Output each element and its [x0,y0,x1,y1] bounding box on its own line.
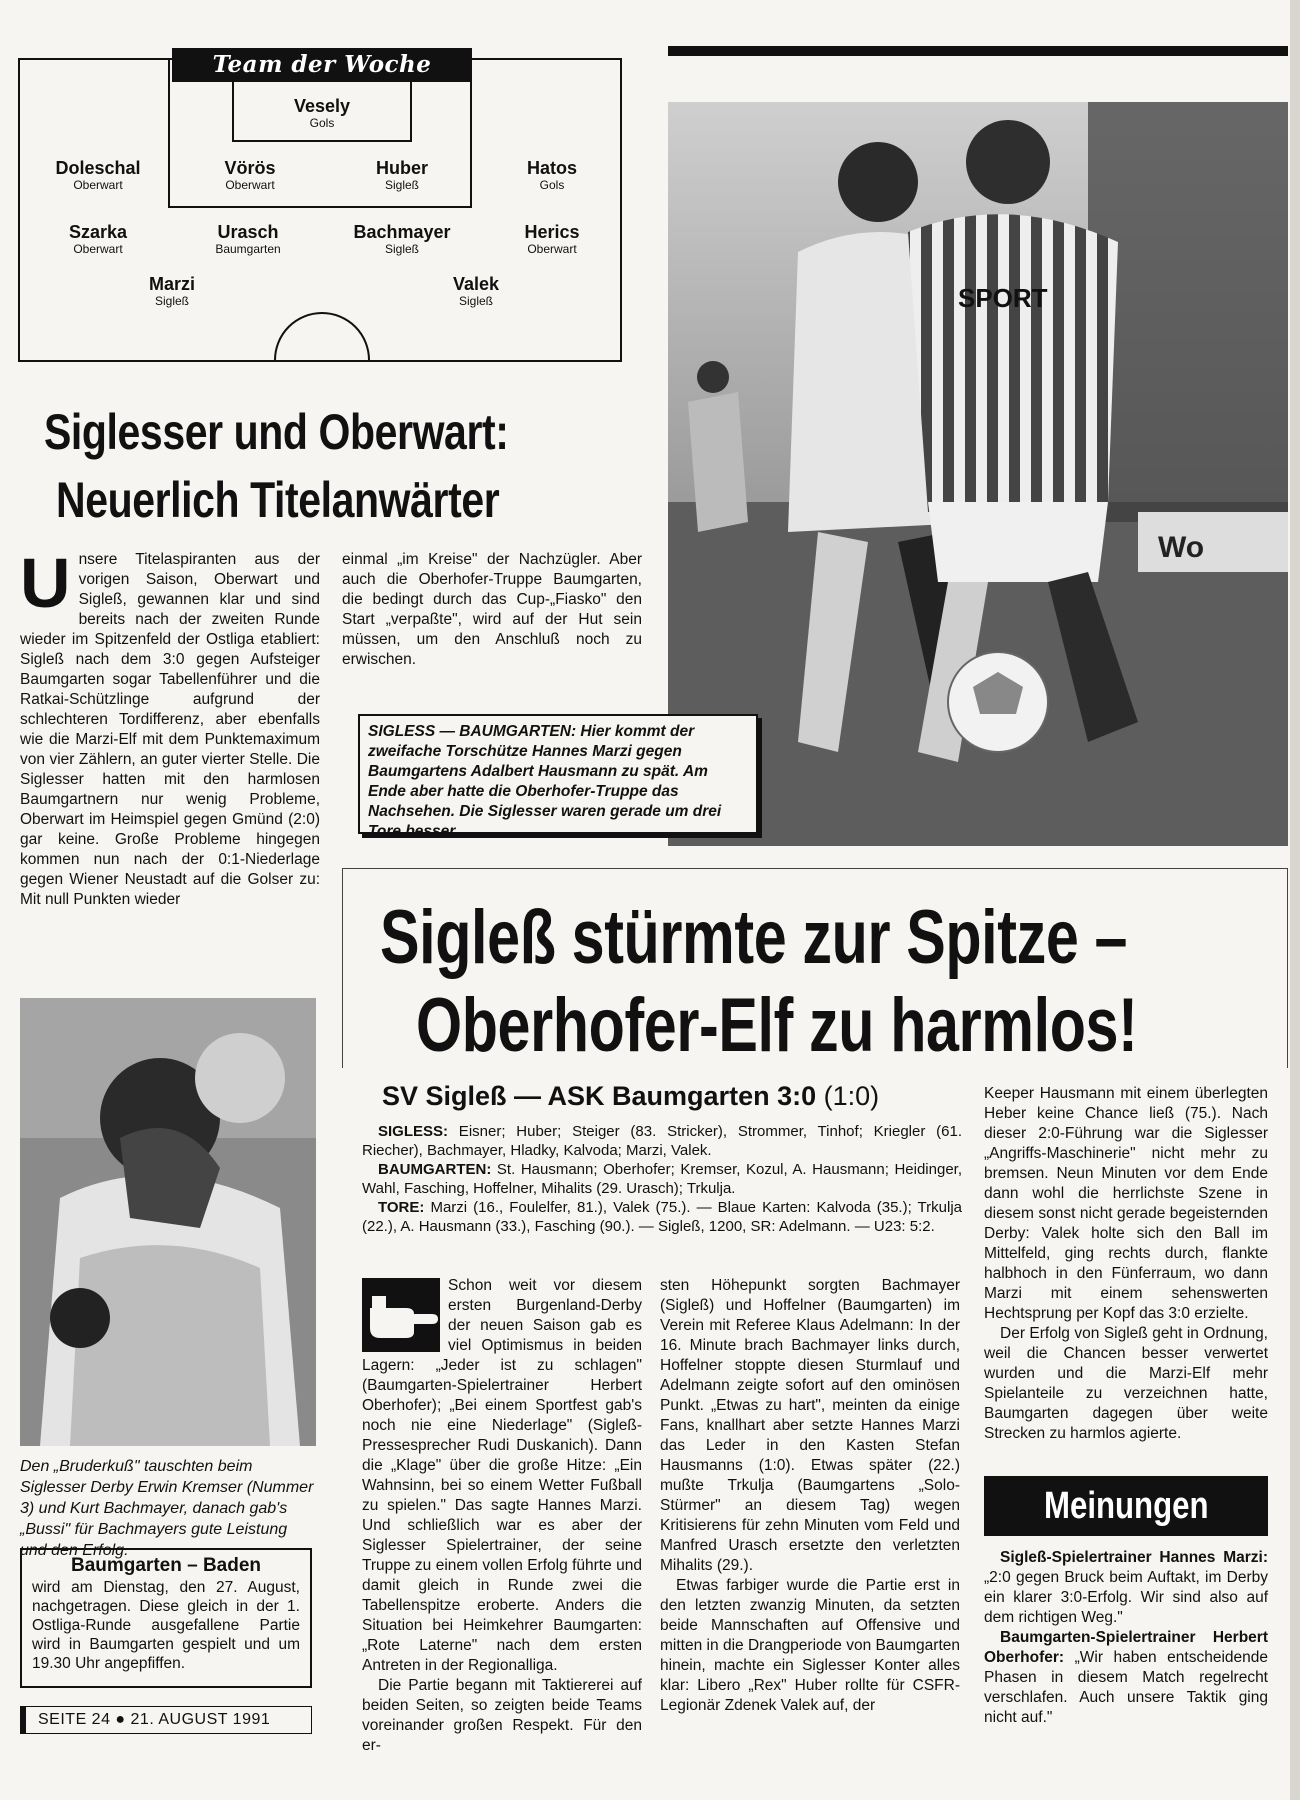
player-club: Oberwart [73,242,123,256]
article2-column-3 [984,1084,1268,1444]
article2-column-1 [362,1276,642,1756]
quote-text: „2:0 gegen Bruck beim Auftakt, im Derby ein klarer 3:0-Erfolg. Wir sind also auf dem richtigen Weg." [984,1569,1268,1626]
article2-headline-line2: Oberhofer-Elf zu harmlos! [416,983,1138,1068]
pointing-hand-glyph [362,1278,440,1352]
match-details [362,1122,962,1236]
match-halftime-score: (1:0) [823,1081,880,1111]
player-club: Sigleß [384,242,419,256]
player-goalkeeper [242,96,402,130]
dropcap-letter: U [20,544,71,622]
article1-headline-line1: Siglesser und Oberwart: [44,404,509,460]
player-name: Herics [524,222,580,242]
pointing-hand-icon [362,1278,440,1352]
player-midfielder [472,222,632,256]
player-club: Baumgarten [215,242,281,256]
article1-text-1: nsere Titelaspiranten aus der vorigen Saison, Oberwart und Sigleß, gewannen klar und sind bereits nach der zweiten Runde wieder im Spitzenfeld der Ostliga etabliert: Sigleß nach dem 3:0 gegen Aufsteiger Baumgarten sogar Tabellenführer und die Ratkai-Schützlinge aufgrund der schlechteren Tordifferenz, aber ebenfalls wie die Marzi-Elf mit dem Punktemaximum von vier Zählern, an guter vierter Stelle. Die Siglesser hatten mit den harmlosen Baumgartnern nur wenig Probleme, Oberwart im Heimspiel gegen Gmünd (2:0) gar keine. Große Probleme hingegen kommen nun nach der 0:1-Niederlage gegen Wiener Neustadt auf die Golser zu: Mit null Punkten wieder [20,551,320,908]
player-midfielder [322,222,482,256]
article2-headline-line1: Sigleß stürmte zur Spitze – [380,895,1128,980]
page-edge [1290,0,1300,1800]
opinions-header [984,1476,1268,1536]
banner-text: Wo [1158,531,1205,564]
quote-speaker: Sigleß-Spielertrainer Hannes Marzi: [1000,1549,1268,1566]
brotherkiss-photo [20,998,316,1446]
top-rule [668,46,1288,56]
quote-speaker: Baumgarten-Spielertrainer Herbert Oberhofer: [984,1629,1268,1666]
article2-para-6: Der Erfolg von Sigleß geht in Ordnung, weil die Chancen besser verwertet wurden und die Marzi-Elf mehr Spielanteile zu verzeichnen hatte, Baumgarten dagegen über weite Strecken zu harmlos agierte. [984,1325,1268,1442]
fixture-box-text: wird am Dienstag, den 27. August, nachgetragen. Diese gleich in der 1. Ostliga-Runde ausgefallene Partie wird in Baumgarten gespielt und um 19.30 Uhr angepfiffen. [32,1579,300,1672]
match-score-line [382,1080,879,1112]
match-photo-caption: SIGLESS — BAUMGARTEN: Hier kommt der zweifache Torschütze Hannes Marzi gegen Baumgartens Adalbert Hausmann zu spät. Am Ende aber hatte die Oberhofer-Truppe das Nachsehen. Die Siglesser waren gerade um drei Tore besser. [368,723,722,840]
player-defender [170,158,330,192]
goals-text: Marzi (16., Foulelfer, 81.), Valek (75.). — Blaue Karten: Kalvoda (35.); Trkulja (22.), A. Hausmann (33.), Fasching (90.). — Sigleß, 1200, SR: Adelmann. — U23: 5:2. [362,1199,962,1235]
goals-label: TORE: [378,1199,425,1216]
match-photo-illustration [668,102,1288,846]
jersey-text: SPORT [958,283,1048,313]
fixture-box [20,1548,312,1688]
player-name: Szarka [68,222,128,242]
player-defender [472,158,632,192]
player-club: Sigleß [384,178,419,192]
lineup-label: SIGLESS: [378,1123,449,1140]
quote-text: „Wir haben entscheidende Phasen in diesem Match regelrecht verschlafen. Auch unsere Taktik ging nicht auf." [984,1649,1268,1726]
player-club: Gols [309,116,335,130]
lineup-text: St. Hausmann; Oberhofer; Kremser, Kozul, A. Hausmann; Heidinger, Wahl, Fasching, Hoffelner, Mihalits (29. Urasch); Trkulja. [362,1161,962,1197]
lineup-label: BAUMGARTEN: [378,1161,492,1178]
player-club: Gols [539,178,565,192]
team-of-the-week-title: Team der Woche [172,48,472,82]
player-defender [18,158,178,192]
page-footer: SEITE 24 ● 21. AUGUST 1991 [20,1706,312,1734]
player-name: Urasch [217,222,279,242]
article2-column-2 [660,1276,960,1716]
article1-column-1 [20,544,320,910]
article2-para-3: sten Höhepunkt sorgten Bachmayer (Sigleß) und Hoffelner (Baumgarten) im Verein mit Referee Klaus Adelmann: In der 16. Minute brach Bachmayer links durch, Hoffelner stoppte diesen Sturmlauf und Adelmann zeigte sofort auf den ominösen Punkt. „Etwas zu hart", meinten da einige Fans, knallhart aber setzte Hannes Marzi das Leder in den Kasten Stefan Hausmanns (1:0). Etwas später (22.) mußte Trkulja (Baumgartens „Solo-Stürmer" an diesem Tag) wegen Kritisierens für zehn Minuten vom Feld und Manfred Urasch ersetzte den verletzten Mihalits (29.). [660,1277,960,1574]
match-photo-caption-box [358,714,758,840]
fixture-box-title: Baumgarten – Baden [70,1555,262,1576]
player-name: Vörös [224,158,276,178]
player-name: Huber [375,158,428,178]
player-midfielder [168,222,328,256]
lineup-text: Eisner; Huber; Steiger (83. Stricker), Strommer, Tinhof; Kriegler (61. Riecher), Bachmayer, Hladky, Kalvoda; Marzi, Valek. [362,1123,962,1159]
player-name: Valek [452,274,500,294]
player-midfielder [18,222,178,256]
player-club: Oberwart [225,178,275,192]
brotherkiss-photo-illustration [20,998,316,1446]
player-defender [322,158,482,192]
article1-headline-line2: Neuerlich Titelanwärter [56,472,500,528]
player-name: Marzi [148,274,195,294]
player-name: Bachmayer [353,222,451,242]
player-club: Oberwart [527,242,577,256]
article1-column-2 [342,550,642,670]
player-club: Sigleß [458,294,493,308]
match-teams-score: SV Sigleß — ASK Baumgarten 3:0 [382,1081,817,1111]
article2-para-1: Schon weit vor diesem ersten Burgenland-Derby der neuen Saison gab es viel Optimismus in beiden Lagern: „Jeder ist zu schlagen" (Baumgarten-Spielertrainer Herbert Oberhofer); „Bei einem Sportfest gab's noch nie eine Niederlage" (Sigleß-Pressesprecher Rudi Duskanich). Dann die „Klage" über die große Hitze: „Ein Wahnsinn, bei so einem Wetter Fußball zu spielen." Das sagte Hannes Marzi. Und schließlich war es aber der Siglesser Spielertrainer, der seine Truppe zu einem vollen Erfolg führte und damit gleich in Runde zwei die Tabellenspitze eroberte. Anders die Situation bei Heimkehrer Baumgarten: „Rote Laterne" nach dem ersten Antreten in der Regionalliga. [362,1277,642,1674]
player-forward [396,274,556,308]
article2-para-2: Die Partie begann mit Taktiererei auf beiden Seiten, so zeigten beide Teams voreinander großen Respekt. Für den er- [362,1677,642,1754]
player-club: Oberwart [73,178,123,192]
article2-para-4: Etwas farbiger wurde die Partie erst in den letzten zwanzig Minuten, da setzten beide Mannschaften auf Offensive und mitten in die Drangperiode von Baumgarten hinein, machte ein Siglesser Konter alles klar: Libero „Rex" Huber rollte für CSFR-Legionär Zdenek Valek auf, der [660,1577,960,1714]
opinions-title: Meinungen [1043,1485,1209,1527]
article2-para-5: Keeper Hausmann mit einem überlegten Heber keine Chance ließ (75.). Nach dieser 2:0-Führung war die Siglesser „Angriffs-Maschinerie" nicht mehr zu bremsen. Neun Minuten vor dem Ende dann wohl die herrlichste Szene in diesem sonst nicht gerade begeisternden Derby: Valek holte sich den Ball im Mittelfeld, ging rechts durch, flankte halbhoch in den Fünferraum, wo dann Marzi mit einem sehenswerten Hechtsprung per Kopf das 3:0 erzielte. [984,1085,1268,1322]
article1-text-2: einmal „im Kreise" der Nachzügler. Aber auch die Oberhofer-Truppe Baumgarten, die bedingt durch das Cup-„Fiasko" den Start „verpaßte", wird auf der Hut sein müssen, um den Anschluß noch zu erwischen. [342,551,642,668]
player-name: Doleschal [55,158,141,178]
player-club: Sigleß [154,294,189,308]
player-name: Hatos [526,158,577,178]
player-forward [92,274,252,308]
brotherkiss-caption: Den „Bruderkuß" tauschten beim Siglesser Derby Erwin Kremser (Nummer 3) und Kurt Bachmayer, danach gab's „Bussi" für Bachmayers gute Leistung und den Erfolg. [20,1458,314,1559]
match-photo [668,102,1288,846]
player-name: Vesely [293,96,351,116]
opinions-text [984,1548,1268,1728]
